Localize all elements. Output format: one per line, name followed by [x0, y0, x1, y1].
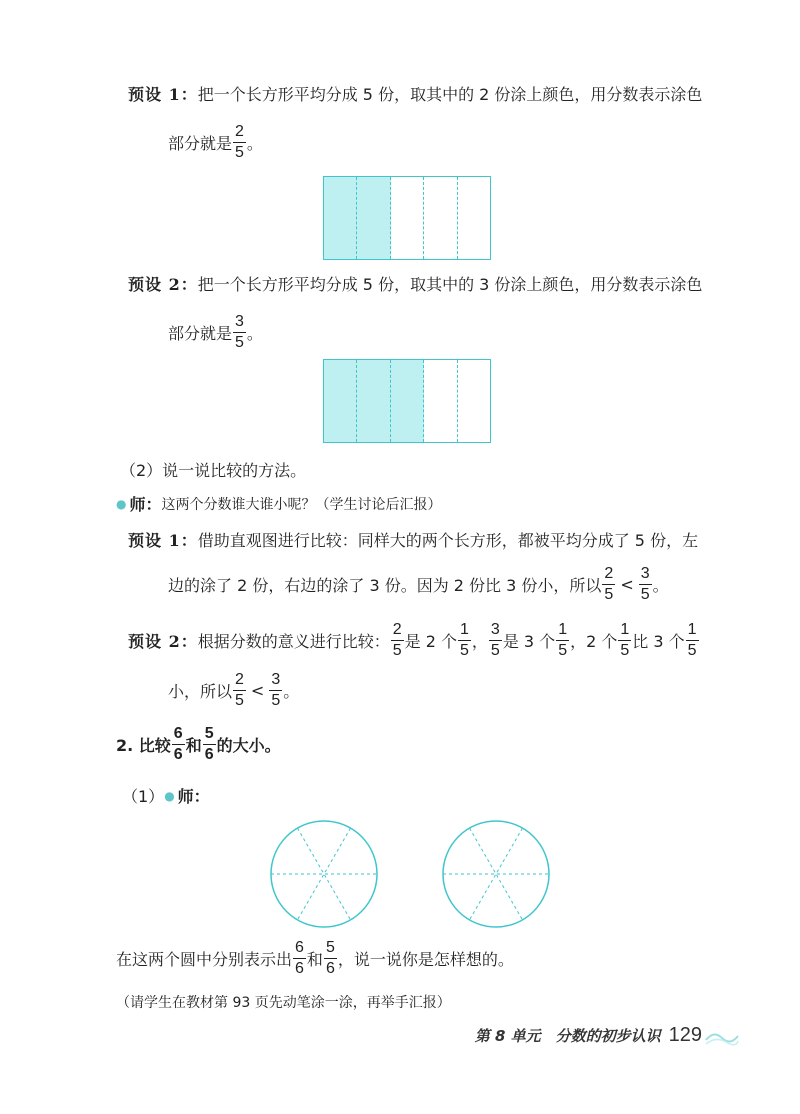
- question-2-1: （1） ● 师：: [122, 784, 210, 807]
- preset-label: 预设 1：: [128, 531, 198, 550]
- preset-1-line-1: [128, 82, 702, 105]
- fraction: $\frac{3}{5}$: [640, 565, 650, 603]
- preset-1-line-2: 部分就是 $\frac{2}{5}$ 。: [168, 123, 263, 161]
- preset-text: 部分就是: [168, 324, 233, 343]
- circles-instruction: 在这两个圆中分别表示出 $\frac{6}{6}$ 和 $\frac{5}{6}$ ，说一说你是怎样想的。: [116, 939, 514, 977]
- page-footer: [475, 1024, 740, 1047]
- question-2-title: 2. 比较 $\frac{6}{6}$ 和 $\frac{5}{6}$ 的大小。: [116, 725, 281, 763]
- teacher-line-1: [116, 492, 442, 515]
- preset-2-line-2: 部分就是 $\frac{3}{5}$ 。: [168, 313, 263, 351]
- preset-text: 边的涂了 2 份，右边的涂了 3 份。因为 2 份比 3 份小，所以: [168, 576, 602, 595]
- rect-cell: [357, 360, 390, 442]
- fraction: $\frac{6}{6}$: [295, 939, 304, 977]
- compare-preset-2-line-1: 预设 2： 根据分数的意义进行比较： $\frac{2}{5}$ 是 2 个 $\frac{1}{5}$ ， $\frac{3}{5}$ 是 3 个 $\frac{1}{5}$ ，2 个 $\frac{1}{5}$ 比 3 个 $\frac{1}{5}$: [128, 621, 697, 659]
- preset-text: 部分就是: [168, 134, 233, 153]
- fraction: $\frac{2}{5}$: [392, 621, 402, 659]
- fraction: $\frac{2}{5}$: [235, 123, 244, 161]
- rect-cell: [324, 360, 357, 442]
- teacher-text: 这两个分数谁大谁小呢？（学生讨论后汇报）: [161, 496, 442, 513]
- rect-cell: [357, 177, 390, 259]
- preset-text: 借助直观图进行比较：同样大的两个长方形，都被平均分成了 5 份，左: [197, 531, 699, 550]
- preset-label: 预设 1：: [128, 85, 198, 104]
- fraction: $\frac{1}{5}$: [620, 621, 630, 659]
- fraction: $\frac{2}{5}$: [235, 671, 244, 709]
- preset-2-line-1: [128, 272, 702, 295]
- fraction: $\frac{5}{6}$: [325, 939, 335, 977]
- page-number: 129: [668, 1024, 702, 1046]
- less-than-sign: <: [250, 681, 265, 700]
- circle-sixths-left: [268, 818, 380, 930]
- rect-cell: [391, 177, 424, 259]
- preset-text: 把一个长方形平均分成 5 份，取其中的 3 份涂上颜色，用分数表示涂色: [197, 275, 703, 294]
- rectangle-2-of-5: [323, 176, 491, 260]
- circle-sixths-right: [440, 818, 552, 930]
- fraction: $\frac{3}{5}$: [235, 313, 244, 351]
- wave-decoration-icon: [704, 1026, 740, 1046]
- preset-label: 预设 2：: [128, 632, 198, 651]
- preset-text: 把一个长方形平均分成 5 份，取其中的 2 份涂上颜色，用分数表示涂色: [197, 85, 703, 104]
- bullet-dot-icon: ●: [116, 496, 127, 511]
- compare-preset-2-line-2: 小，所以 $\frac{2}{5}$ < $\frac{3}{5}$ 。: [168, 671, 300, 709]
- unit-title: 第 8 单元 分数的初步认识: [474, 1027, 661, 1045]
- fraction: $\frac{3}{5}$: [271, 671, 281, 709]
- rect-cell: [324, 177, 357, 259]
- fraction: $\frac{1}{5}$: [558, 621, 568, 659]
- less-than-sign: <: [620, 575, 634, 594]
- compare-preset-1-line-2: 边的涂了 2 份，右边的涂了 3 份。因为 2 份比 3 份小，所以 $\frac{2}{5}$ < $\frac{3}{5}$ 。: [168, 565, 669, 603]
- teacher-label: 师：: [177, 787, 210, 806]
- question-2-method: （2）说一说比较的方法。: [120, 461, 307, 480]
- fraction: $\frac{2}{5}$: [604, 565, 614, 603]
- fraction: $\frac{3}{5}$: [490, 621, 500, 659]
- fraction: $\frac{1}{5}$: [460, 621, 469, 659]
- fraction: $\frac{1}{5}$: [687, 621, 697, 659]
- rect-cell: [424, 177, 457, 259]
- rectangle-3-of-5: [323, 359, 491, 443]
- preset-label: 预设 2：: [128, 275, 198, 294]
- rect-cell: [458, 177, 490, 259]
- rect-cell: [424, 360, 457, 442]
- hint-note: （请学生在教材第 93 页先动笔涂一涂，再举手汇报）: [116, 995, 451, 1011]
- rect-cell: [391, 360, 424, 442]
- rect-cell: [458, 360, 490, 442]
- teacher-label: 师：: [129, 495, 162, 514]
- bullet-dot-icon: ●: [164, 788, 175, 803]
- fraction: $\frac{6}{6}$: [173, 725, 183, 763]
- compare-preset-1-line-1: [128, 528, 698, 551]
- fraction: $\frac{5}{6}$: [204, 725, 214, 763]
